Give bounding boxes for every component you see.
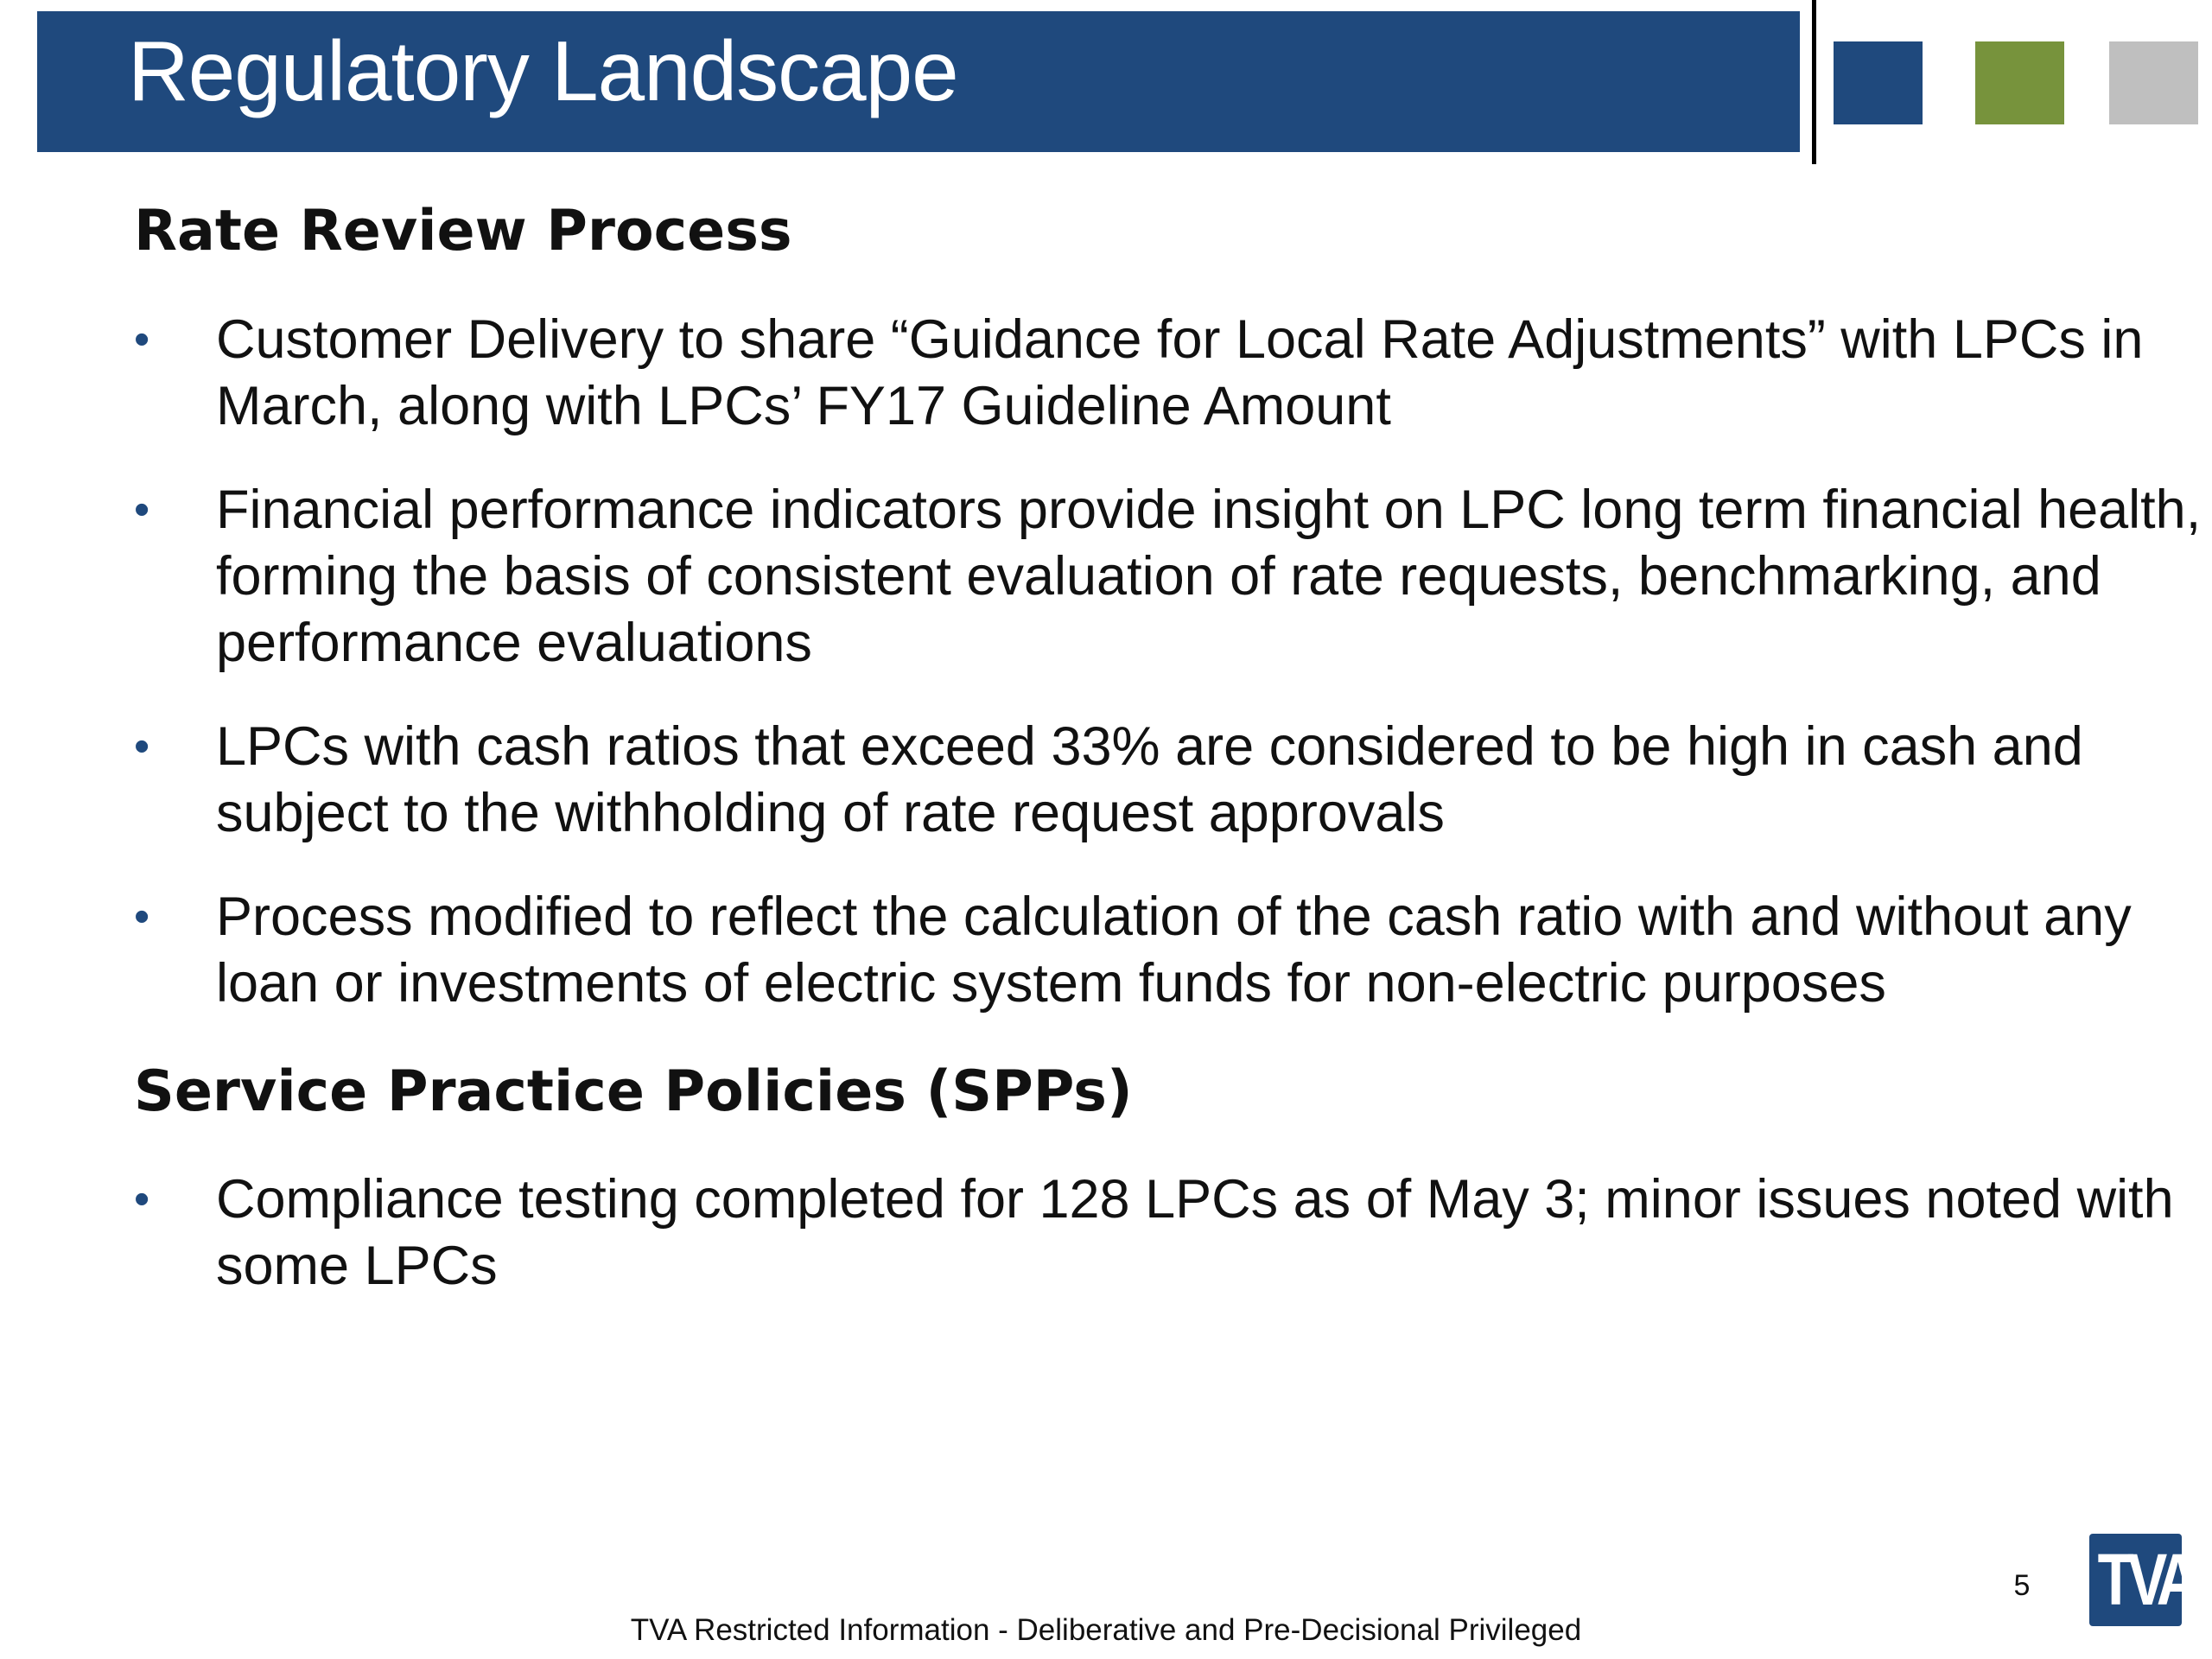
- bullet-dot-icon: •: [134, 485, 150, 535]
- bullet-dot-icon: •: [134, 892, 150, 942]
- green-square-decoration: [1975, 41, 2064, 124]
- bullet-text: Compliance testing completed for 128 LPCs as of May 3; minor issues noted with some LPCs: [216, 1169, 2174, 1296]
- bullet-text: Customer Delivery to share “Guidance for Local Rate Adjustments” with LPCs in March, along with LPCs’ FY17 Guideline Amount: [216, 309, 2144, 436]
- tva-logo-text: TVA: [2097, 1539, 2194, 1620]
- bullet-dot-icon: •: [134, 721, 150, 772]
- tva-logo: [2089, 1534, 2194, 1626]
- section-heading-rate-review: Rate Review Process: [134, 199, 792, 264]
- blue-square-decoration: [1834, 41, 1923, 124]
- gray-square-decoration: [2109, 41, 2198, 124]
- bullet-text: LPCs with cash ratios that exceed 33% are considered to be high in cash and subject to the withholding of rate request approvals: [216, 716, 2083, 843]
- slide-title: Regulatory Landscape: [128, 23, 958, 118]
- header-divider: [1812, 0, 1816, 164]
- bullet-text: Process modified to reflect the calculation of the cash ratio with and without any loan or investments of electric system funds for non-electric purposes: [216, 887, 2132, 1014]
- section-heading-spps: Service Practice Policies (SPPs): [134, 1059, 1133, 1124]
- footer-disclaimer: TVA Restricted Information - Deliberative and Pre-Decisional Privileged: [630, 1613, 1582, 1647]
- bullet-dot-icon: •: [134, 1174, 150, 1224]
- bullet-text: Financial performance indicators provide insight on LPC long term financial health, forming the basis of consistent evaluation of rate requests, benchmarking, and performance evaluations: [216, 480, 2202, 673]
- bullet-dot-icon: •: [134, 315, 150, 365]
- page-number: 5: [2013, 1569, 2031, 1602]
